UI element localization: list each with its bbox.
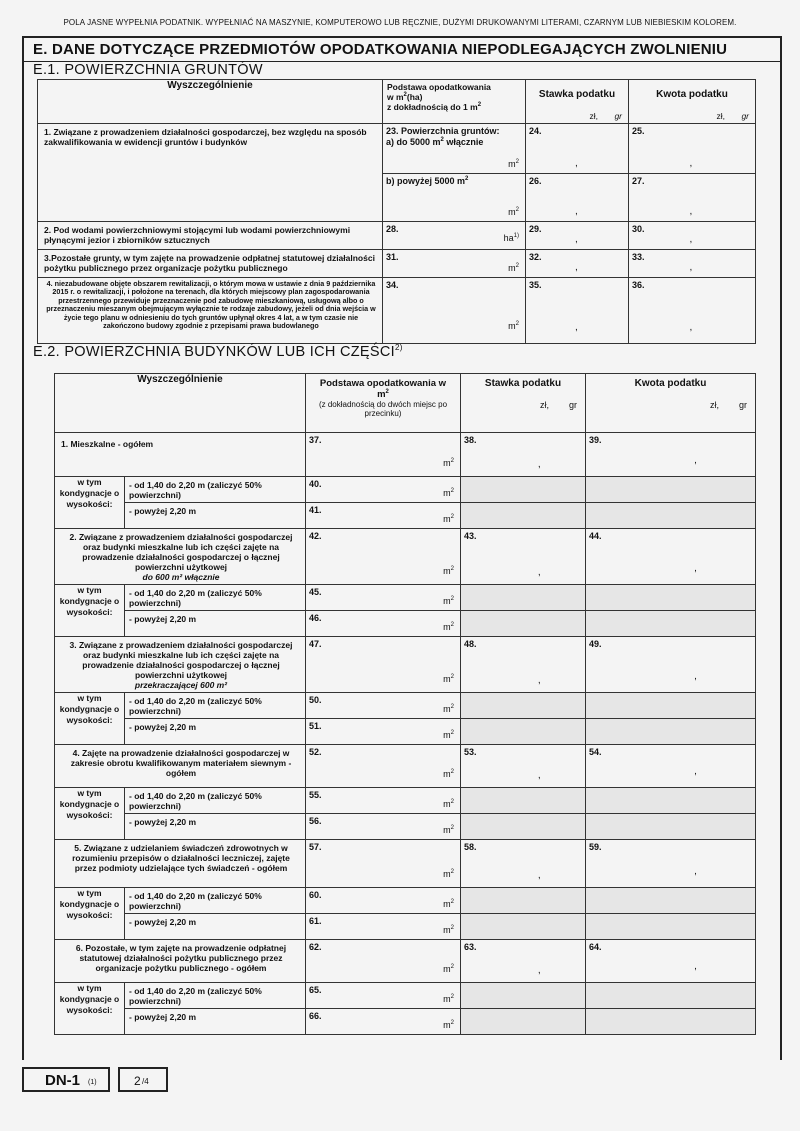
group-4-sub1-rate-blank [461,788,586,814]
field-23[interactable]: 23. Powierzchnia gruntów: a) do 5000 $m^2$ włącznie $m^2$ [383,124,526,174]
group-3-wtym: w tym kondygnacje o wysokości: [55,693,125,745]
e1-row3-label: 3.Pozostałe grunty, w tym zajęte na prowadzenie odpłatnej statutowej działalności pożytku publicznego przez organizacje pożytku publicznego [38,250,383,278]
field-54[interactable]: 54. , [586,745,756,788]
field-55[interactable]: 55. $m^2$ [306,788,461,814]
field-44[interactable]: 44. , [586,529,756,585]
field-51[interactable]: 51. $m^2$ [306,719,461,745]
field-63[interactable]: 63. , [461,940,586,983]
group-6-wtym: w tym kondygnacje o wysokości: [55,983,125,1035]
group-5-sub1-label: - od 1,40 do 2,20 m (zaliczyć 50% powierzchni) [125,888,306,914]
group-5-label: 5. Związane z udzielaniem świadczeń zdrowotnych w rozumieniu przepisów o działalności leczniczej, zajęte przez podmioty udzielające tych świadczeń - ogółem [55,840,306,888]
group-3-sub2-amount-blank [586,719,756,745]
group-2-label: 2. Związane z prowadzeniem działalności gospodarczej oraz budynki mieszkalne lub ich części zajęte na prowadzenie działalności gospodarczej o łącznej powierzchni użytkowej do 600 m² włącznie [55,529,306,585]
field-29[interactable]: 29. , [526,222,629,250]
group-1-sub1-label: - od 1,40 do 2,20 m (zaliczyć 50% powierzchni) [125,477,306,503]
group-2-wtym: w tym kondygnacje o wysokości: [55,585,125,637]
group-4-sub1-amount-blank [586,788,756,814]
page-number-box: 2 /4 [118,1067,168,1092]
e2-header-base: Podstawa opodatkowania w $m^2$ (z dokładnością do dwóch miejsc po przecinku) [306,374,461,433]
field-28[interactable]: 28. $ha^{1)}$ [383,222,526,250]
field-25[interactable]: 25. , [629,124,756,174]
group-2-sub1-label: - od 1,40 do 2,20 m (zaliczyć 50% powierzchni) [125,585,306,611]
group-3-sub2-rate-blank [461,719,586,745]
group-3-label: 3. Związane z prowadzeniem działalności gospodarczej oraz budynki mieszkalne lub ich części zajęte na prowadzenie działalności gospodarczej o łącznej powierzchni użytkowej przekraczającej 600 m² [55,637,306,693]
group-6-label: 6. Pozostałe, w tym zajęte na prowadzenie odpłatnej statutowej działalności pożytku publicznego przez organizacje pożytku publicznego - ogółem [55,940,306,983]
field-53[interactable]: 53. , [461,745,586,788]
section-title: E. DANE DOTYCZĄCE PRZEDMIOTÓW OPODATKOWANIA NIEPODLEGAJĄCYCH ZWOLNIENIU [33,41,728,58]
field-43[interactable]: 43. , [461,529,586,585]
field-30[interactable]: 30. , [629,222,756,250]
field-24[interactable]: 24. , [526,124,629,174]
group-3-sub1-rate-blank [461,693,586,719]
field-46[interactable]: 46. $m^2$ [306,611,461,637]
field-39[interactable]: 39. , [586,433,756,477]
e2-title: E.2. POWIERZCHNIA BUDYNKÓW LUB ICH CZĘŚCI$^{2)}$ [33,343,403,360]
field-49[interactable]: 49. , [586,637,756,693]
group-2-sub2-amount-blank [586,611,756,637]
e2-header-rate: Stawka podatku zł, gr [461,374,586,433]
group-4-sub2-label: - powyżej 2,20 m [125,814,306,840]
field-40[interactable]: 40. $m^2$ [306,477,461,503]
group-1-sub2-amount-blank [586,503,756,529]
e2-header-amount: Kwota podatku zł, gr [586,374,756,433]
group-4-sub2-rate-blank [461,814,586,840]
group-1-sub2-rate-blank [461,503,586,529]
group-6-sub1-label: - od 1,40 do 2,20 m (zaliczyć 50% powierzchni) [125,983,306,1009]
group-6-sub2-amount-blank [586,1009,756,1035]
group-5-sub2-rate-blank [461,914,586,940]
e2-header-spec: Wyszczególnienie [55,374,306,433]
group-1-sub1-rate-blank [461,477,586,503]
group-6-sub2-rate-blank [461,1009,586,1035]
e1-header-spec: Wyszczególnienie [38,80,383,124]
group-2-sub1-rate-blank [461,585,586,611]
group-3-sub1-amount-blank [586,693,756,719]
group-6-sub1-amount-blank [586,983,756,1009]
field-36[interactable]: 36. , [629,278,756,344]
field-61[interactable]: 61. $m^2$ [306,914,461,940]
field-26[interactable]: 26. , [526,174,629,222]
e1-header-base: Podstawa opodatkowania w $m^2(ha)$ z dokładnością do 1 $m^2$ [383,80,526,124]
group-1-wtym: w tym kondygnacje o wysokości: [55,477,125,529]
group-5-sub2-amount-blank [586,914,756,940]
instructions-note: POLA JASNE WYPEŁNIA PODATNIK. WYPEŁNIAĆ NA MASZYNIE, KOMPUTEROWO LUB RĘCZNIE, DUŻYMI DRUKOWANYMI LITERAMI, CZARNYM LUB NIEBIESKIM KOLOREM. [63,18,737,27]
e1-header-amount: Kwota podatku zł, gr [629,80,756,124]
field-57[interactable]: 57. $m^2$ [306,840,461,888]
group-6-sub1-rate-blank [461,983,586,1009]
field-42[interactable]: 42. $m^2$ [306,529,461,585]
group-2-sub2-rate-blank [461,611,586,637]
field-32[interactable]: 32. , [526,250,629,278]
field-56[interactable]: 56. $m^2$ [306,814,461,840]
field-31[interactable]: 31. $m^2$ [383,250,526,278]
group-4-wtym: w tym kondygnacje o wysokości: [55,788,125,840]
e1-table [37,79,756,344]
field-45[interactable]: 45. $m^2$ [306,585,461,611]
e1-title: E.1. POWIERZCHNIA GRUNTÓW [33,62,263,78]
field-34[interactable]: 34. $m^2$ [383,278,526,344]
e1-row1-label: 1. Związane z prowadzeniem działalności gospodarczej, bez względu na sposób zakwalifikowania w ewidencji gruntów i budynków [38,124,383,222]
group-4-sub1-label: - od 1,40 do 2,20 m (zaliczyć 50% powierzchni) [125,788,306,814]
group-2-sub1-amount-blank [586,585,756,611]
field-37[interactable]: 37. $m^2$ [306,433,461,477]
field-59[interactable]: 59. , [586,840,756,888]
e1-header-rate: Stawka podatku zł, gr [526,80,629,124]
field-35[interactable]: 35. , [526,278,629,344]
group-5-wtym: w tym kondygnacje o wysokości: [55,888,125,940]
form-code-box: DN-1 (1) [22,1067,110,1092]
e1-row2-label: 2. Pod wodami powierzchniowymi stojącymi lub wodami powierzchniowymi płynącymi jezior i zbiorników sztucznych [38,222,383,250]
group-5-sub2-label: - powyżej 2,20 m [125,914,306,940]
field-66[interactable]: 66. $m^2$ [306,1009,461,1035]
group-6-sub2-label: - powyżej 2,20 m [125,1009,306,1035]
e2-table [54,373,756,1035]
field-47[interactable]: 47. $m^2$ [306,637,461,693]
field-23b[interactable]: b) powyżej 5000 $m^2$ $m^2$ [383,174,526,222]
group-1-label: 1. Mieszkalne - ogółem [55,433,306,477]
field-33[interactable]: 33. , [629,250,756,278]
group-2-sub2-label: - powyżej 2,20 m [125,611,306,637]
field-41[interactable]: 41. $m^2$ [306,503,461,529]
group-5-sub1-amount-blank [586,888,756,914]
group-4-sub2-amount-blank [586,814,756,840]
field-64[interactable]: 64. , [586,940,756,983]
field-48[interactable]: 48. , [461,637,586,693]
field-60[interactable]: 60. $m^2$ [306,888,461,914]
field-62[interactable]: 62. $m^2$ [306,940,461,983]
field-50[interactable]: 50. $m^2$ [306,693,461,719]
group-1-sub1-amount-blank [586,477,756,503]
group-4-label: 4. Zajęte na prowadzenie działalności gospodarczej w zakresie obrotu kwalifikowanym materiałem siewnym - ogółem [55,745,306,788]
field-52[interactable]: 52. $m^2$ [306,745,461,788]
group-1-sub2-label: - powyżej 2,20 m [125,503,306,529]
field-65[interactable]: 65. $m^2$ [306,983,461,1009]
field-38[interactable]: 38. , [461,433,586,477]
group-3-sub2-label: - powyżej 2,20 m [125,719,306,745]
group-3-sub1-label: - od 1,40 do 2,20 m (zaliczyć 50% powierzchni) [125,693,306,719]
field-58[interactable]: 58. , [461,840,586,888]
field-27[interactable]: 27. , [629,174,756,222]
group-5-sub1-rate-blank [461,888,586,914]
e1-row4-label: 4. niezabudowane objęte obszarem rewitalizacji, o którym mowa w ustawie z dnia 9 października 2015 r. o rewitalizacji, i położone na terenach, dla których miejscowy plan zagospodarowania przestrzennego przewiduje przeznaczenie pod zabudowę mieszkaniową, usługową albo o przeznaczeniu mieszanym obejmującym wyłącznie te rodzaje zabudowy, jeżeli od dnia wejścia w życie tego planu w odniesieniu do tych gruntów upłynął okres 4 lat, a w tym czasie nie zakończono budowy zgodnie z przepisami prawa budowlanego [38,278,383,344]
